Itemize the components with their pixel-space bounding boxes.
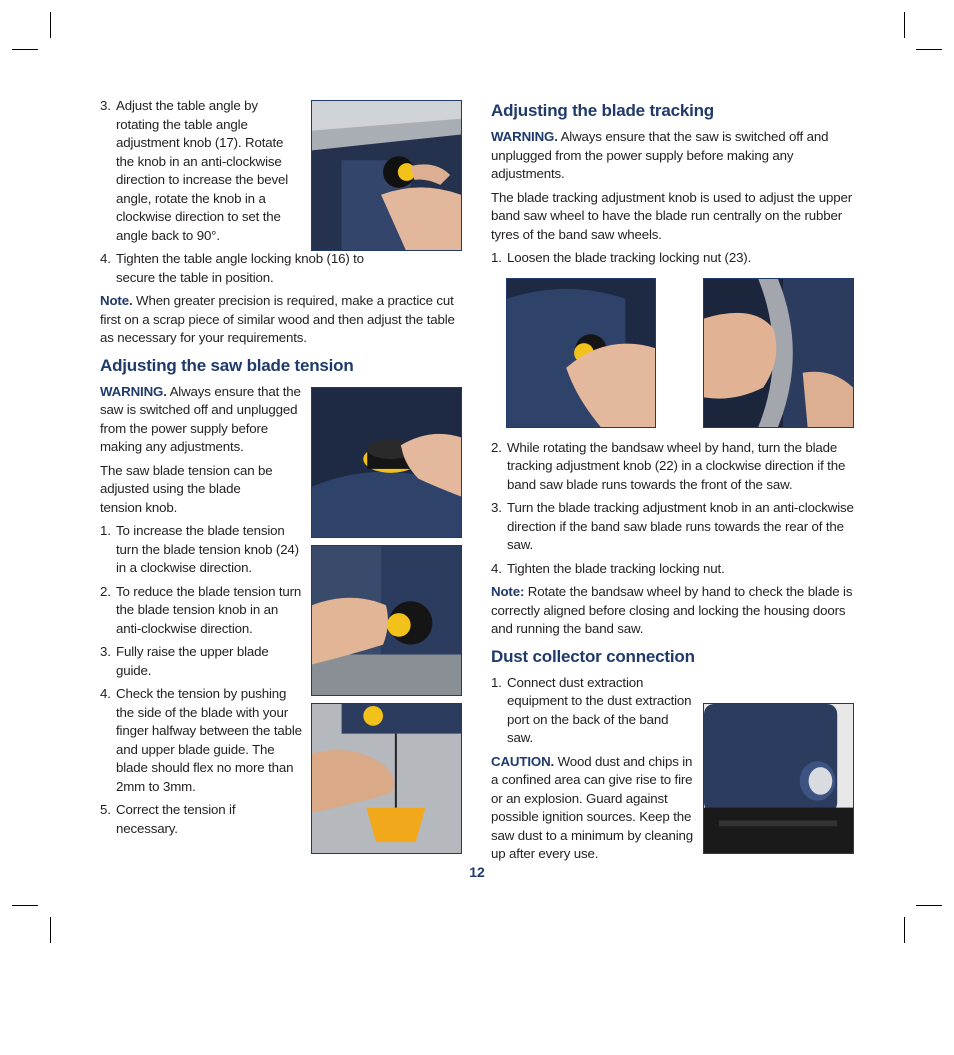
step-text: Check the tension by pushing the side of the blade with your finger halfway between the table and upper blade guide. The blade should flex no more than 2mm to 3mm. [116, 686, 302, 794]
step-text: Tighten the table angle locking knob (16) to secure the table in position. [116, 251, 364, 285]
step-text: Fully raise the upper blade guide. [116, 644, 269, 678]
photo-tracking-locking-nut [506, 278, 656, 428]
dust-steps [491, 674, 723, 748]
photo-reduce-tension [311, 545, 462, 696]
intro-paragraph: The saw blade tension can be adjusted using the blade tension knob. [100, 462, 273, 515]
photo-dust-port [703, 703, 854, 854]
crop-mark [916, 49, 942, 50]
list-item [491, 560, 855, 579]
crop-mark [904, 12, 905, 38]
section-heading-tension: Adjusting the saw blade tension [100, 355, 354, 375]
step-number: 3. [100, 644, 111, 659]
caution-label: CAUTION. [491, 753, 555, 769]
section-heading-tracking: Adjusting the blade tracking [491, 101, 714, 120]
caution-paragraph [491, 753, 696, 864]
note-paragraph [491, 583, 855, 639]
list-item [100, 583, 302, 639]
note-text: Rotate the bandsaw wheel by hand to check the blade is correctly aligned before closing and locking the housing doors and running the band saw. [491, 584, 853, 636]
intro-paragraph: The blade tracking adjustment knob is used to adjust the upper band saw wheel to have the blade run centrally on the rubber tyres of the band saw wheels. [491, 189, 853, 242]
step-text: Correct the tension if necessary. [116, 802, 236, 836]
step-number: 4. [100, 251, 111, 266]
list-item [491, 249, 855, 268]
step-text: Connect dust extraction equipment to the dust extraction port on the back of the band saw. [507, 674, 692, 745]
note-text: When greater precision is required, make a practice cut first on a scrap piece of similar wood and then adjust the table as necessary for your requirements. [100, 293, 455, 345]
step-number: 1. [100, 523, 111, 538]
list-item [100, 250, 370, 287]
step-number: 1. [491, 250, 502, 265]
step-number: 2. [100, 583, 111, 599]
note-label: Note: [491, 584, 525, 599]
tracking-step-1 [491, 249, 855, 268]
section-heading-dust: Dust collector connection [491, 646, 695, 666]
list-item [100, 685, 302, 796]
step-text: Tighten the blade tracking locking nut. [507, 560, 725, 576]
crop-mark [12, 49, 38, 50]
tracking-steps [491, 439, 855, 579]
step-text: To increase the blade tension turn the blade tension knob (24) in a clockwise direction. [116, 523, 299, 575]
step-number: 2. [491, 439, 502, 455]
step-number: 1. [491, 674, 502, 690]
step-text: To reduce the blade tension turn the blade tension knob in an anti-clockwise direction. [116, 583, 302, 636]
list-item [100, 801, 250, 838]
warning-paragraph [491, 128, 847, 184]
list-item [491, 674, 696, 748]
warning-label: WARNING. [491, 129, 558, 144]
warning-label: WARNING. [100, 383, 167, 399]
warning-text: Always ensure that the saw is switched off and unplugged from the power supply before making any adjustments. [100, 383, 301, 454]
photo-tracking-wheel [703, 278, 854, 428]
page-number: 12 [469, 864, 485, 880]
list-item [100, 643, 285, 680]
note-label: Note. [100, 293, 133, 308]
step-text: Turn the blade tracking adjustment knob in an anti-clockwise direction if the band saw blade runs towards the rear of the saw. [507, 500, 854, 552]
list-item [491, 439, 855, 495]
step-text: While rotating the bandsaw wheel by hand, turn the blade tracking adjustment knob (22) in a clockwise direction if the band saw blade runs towards the front of the saw. [507, 439, 846, 492]
list-item [100, 522, 302, 578]
tension-steps [100, 522, 302, 838]
step-number: 5. [100, 802, 111, 817]
step-text: Loosen the blade tracking locking nut (23). [507, 250, 752, 265]
photo-blade-tension-knob [311, 387, 462, 538]
crop-mark [904, 917, 905, 943]
photo-table-angle-knob [311, 100, 462, 251]
warning-text: Always ensure that the saw is switched off and unplugged from the power supply before making any adjustments. [491, 129, 829, 181]
caution-text: Wood dust and chips in a confined area can give rise to fire or an explosion. Guard against possible ignition sources. Keep the saw dust to a minimum by cleaning up after every use. [491, 753, 693, 861]
step-number: 3. [491, 500, 502, 515]
step-number: 4. [491, 560, 502, 576]
note-paragraph [100, 292, 462, 348]
crop-mark [12, 905, 38, 906]
step-number: 4. [100, 686, 111, 701]
crop-mark [916, 905, 942, 906]
list-item [491, 499, 855, 555]
step-number: 3. [100, 98, 111, 113]
crop-mark [50, 12, 51, 38]
crop-mark [50, 917, 51, 943]
warning-paragraph [100, 383, 303, 457]
photo-check-tension [311, 703, 462, 854]
list-item [100, 97, 295, 245]
step-text: Adjust the table angle by rotating the table angle adjustment knob (17). Rotate the knob in an anti-clockwise direction to increase the bevel angle, rotate the knob in a clockwise direction to set the angle back to 90°. [116, 98, 289, 243]
